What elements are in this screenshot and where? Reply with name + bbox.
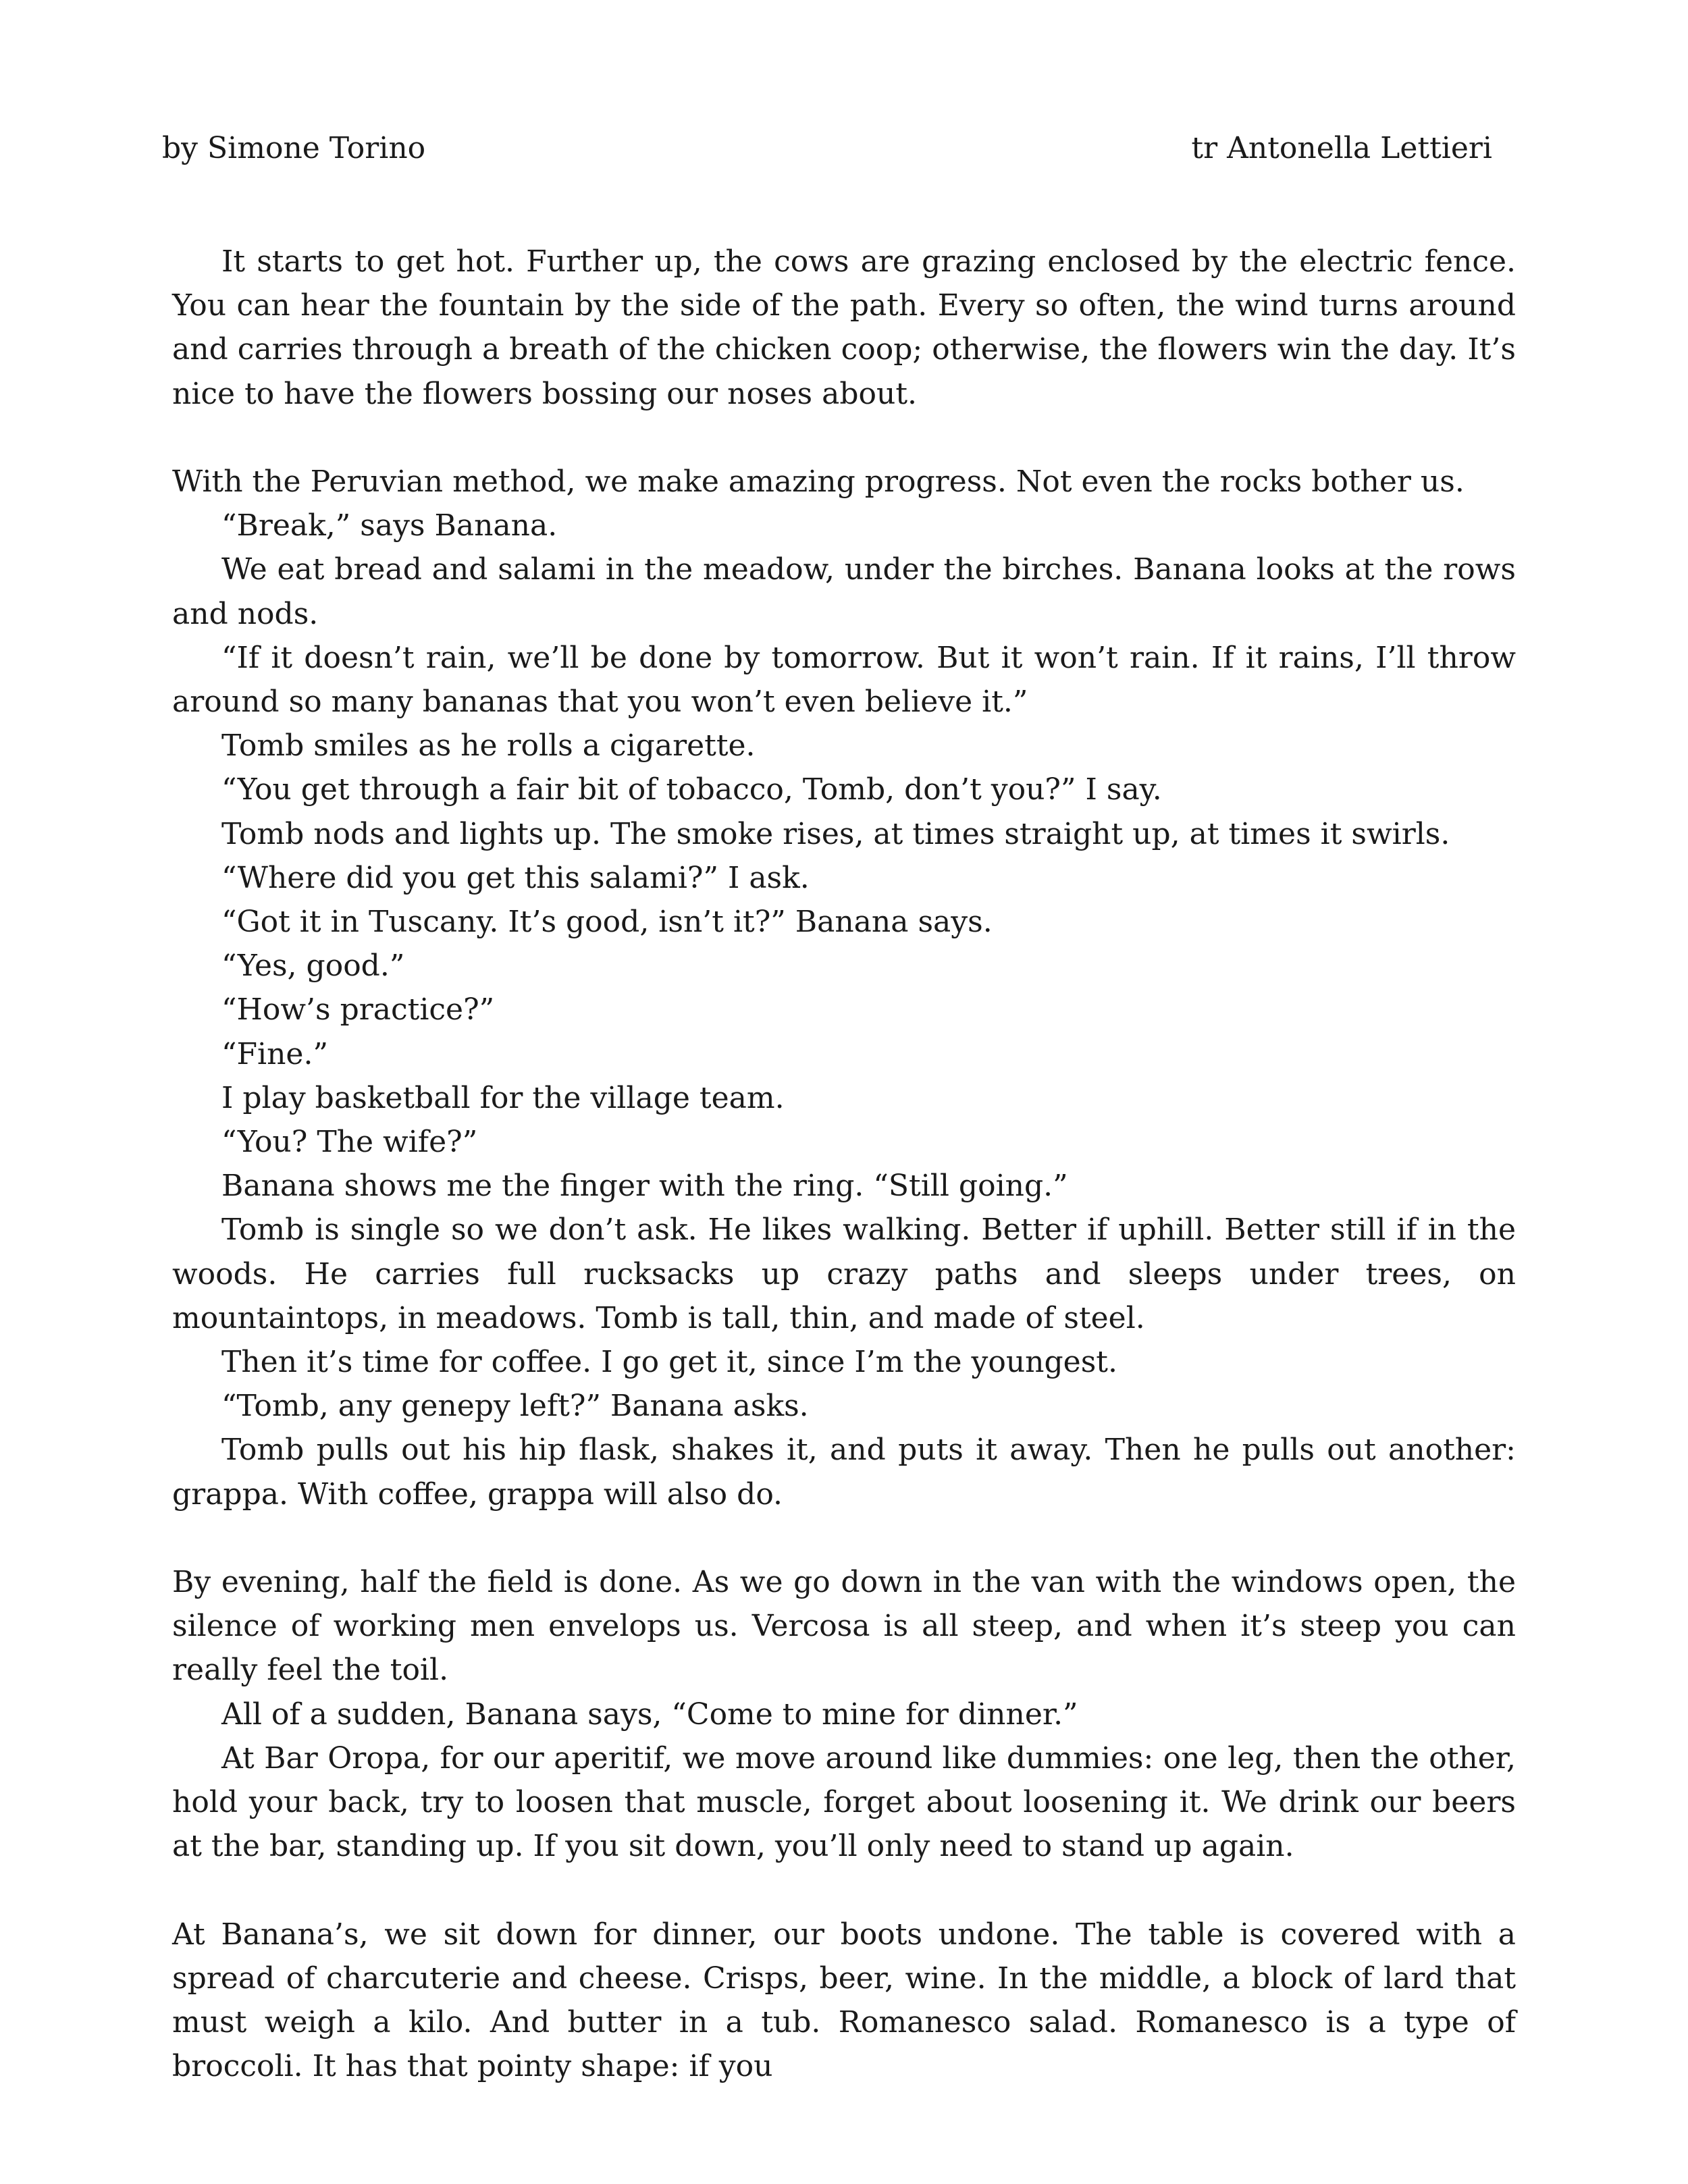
- section-break: [172, 416, 1516, 460]
- paragraph: Tomb is single so we don’t ask. He likes walking. Better if uphill. Better still if in the woods. He carries full rucksacks up crazy paths and sleeps under trees, on mountaintops, in meadows. Tomb is tall, thin, and made of steel.: [172, 1213, 1516, 1335]
- page-header: [162, 128, 1492, 169]
- paragraph: “Yes, good.”: [221, 949, 405, 984]
- paragraph: I play basketball for the village team.: [221, 1080, 785, 1115]
- story-text: [172, 240, 1516, 2088]
- paragraph: “Where did you get this salami?” I ask.: [221, 860, 810, 895]
- paragraph: It starts to get hot. Further up, the cows are grazing enclosed by the electric fence. You can hear the fountain by the side of the path. Every so often, the wind turns around and carries through a breath of the chicken coop; otherwise, the flowers win the day. It’s nice to have the flowers bossing our noses about.: [172, 244, 1516, 411]
- paragraph: “Fine.”: [221, 1036, 328, 1071]
- paragraph: “Tomb, any genepy left?” Banana asks.: [221, 1389, 809, 1424]
- paragraph: All of a sudden, Banana says, “Come to mine for dinner.”: [221, 1697, 1078, 1732]
- paragraph: At Bar Oropa, for our aperitif, we move around like dummies: one leg, then the other, hold your back, try to loosen that muscle, forget about loosening it. We drink our beers at the bar, standing up. If you sit down, you’ll only need to stand up again.: [172, 1740, 1516, 1864]
- section-break: [172, 1516, 1516, 1560]
- author-credit: by Simone Torino: [162, 131, 426, 165]
- translator-credit: tr Antonella Lettieri: [1191, 131, 1492, 165]
- paragraph: Then it’s time for coffee. I go get it, since I’m the youngest.: [221, 1345, 1117, 1380]
- paragraph: We eat bread and salami in the meadow, under the birches. Banana looks at the rows and nods.: [172, 552, 1516, 631]
- paragraph: Tomb nods and lights up. The smoke rises, at times straight up, at times it swirls.: [221, 816, 1450, 851]
- paragraph: “Got it in Tuscany. It’s good, isn’t it?” Banana says.: [221, 905, 993, 940]
- paragraph: With the Peruvian method, we make amazing progress. Not even the rocks bother us.: [172, 464, 1465, 499]
- paragraph: Tomb smiles as he rolls a cigarette.: [221, 728, 756, 764]
- paragraph: At Banana’s, we sit down for dinner, our boots undone. The table is covered with a spread of charcuterie and cheese. Crisps, beer, wine. In the middle, a block of lard that must weigh a kilo. And butter in a tub. Romanesco salad. Romanesco is a type of broccoli. It has that pointy shape: if you: [172, 1917, 1516, 2084]
- paragraph: Banana shows me the finger with the ring. “Still going.”: [221, 1169, 1068, 1204]
- paragraph: “Break,” says Banana.: [221, 508, 558, 543]
- paragraph: “If it doesn’t rain, we’ll be done by tomorrow. But it won’t rain. If it rains, I’ll throw around so many bananas that you won’t even believe it.”: [172, 640, 1516, 720]
- section-break: [172, 1868, 1516, 1912]
- paragraph: “How’s practice?”: [221, 992, 495, 1028]
- paragraph: “You get through a fair bit of tobacco, Tomb, don’t you?” I say.: [221, 772, 1162, 807]
- paragraph: By evening, half the field is done. As we go down in the van with the windows open, the silence of working men envelops us. Vercosa is all steep, and when it’s steep you can really feel the toil.: [172, 1565, 1516, 1688]
- paragraph: “You? The wife?”: [221, 1125, 478, 1160]
- paragraph: Tomb pulls out his hip flask, shakes it, and puts it away. Then he pulls out another: grappa. With coffee, grappa will also do.: [172, 1433, 1516, 1512]
